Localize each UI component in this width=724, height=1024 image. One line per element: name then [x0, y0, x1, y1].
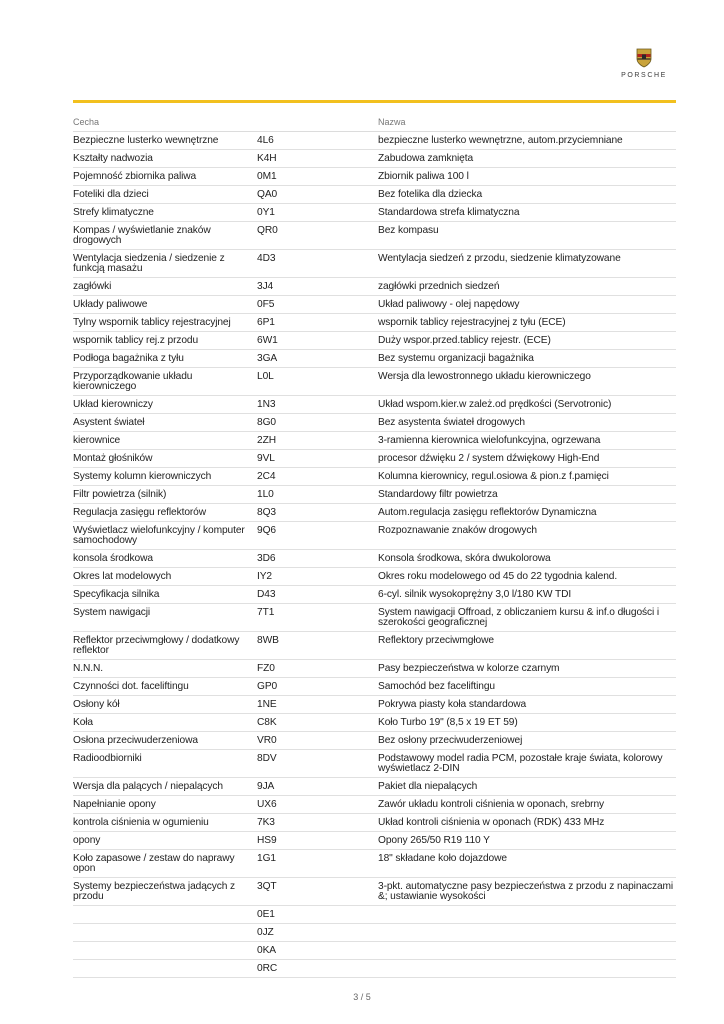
table-row — [73, 150, 676, 168]
table-row — [73, 396, 676, 414]
feature-cell: kontrola ciśnienia w ogumieniu — [73, 817, 209, 828]
table-row — [73, 332, 676, 350]
code-cell: K4H — [257, 153, 277, 164]
name-cell: Bez systemu organizacji bagażnika — [378, 353, 534, 364]
feature-cell: Kompas / wyświetlanie znaków drogowych — [73, 225, 211, 246]
code-cell: QR0 — [257, 225, 278, 236]
feature-cell: Systemy bezpieczeństwa jadących z przodu — [73, 881, 236, 902]
code-cell: 8G0 — [257, 417, 276, 428]
table-row — [73, 732, 676, 750]
code-cell: 1L0 — [257, 489, 274, 500]
code-cell: 3D6 — [257, 553, 276, 564]
feature-cell: wspornik tablicy rej.z przodu — [73, 335, 199, 346]
name-cell: Pokrywa piasty koła standardowa — [378, 699, 527, 710]
name-cell: 3-pkt. automatyczne pasy bezpieczeństwa z przodu z napinaczami &; ustawianie wysokości — [378, 881, 674, 902]
code-cell: 9VL — [257, 453, 275, 464]
name-cell: 18" składane koło dojazdowe — [378, 853, 507, 864]
header-rule — [73, 100, 676, 103]
name-cell: Układ paliwowy - olej napędowy — [378, 299, 520, 310]
feature-cell: Systemy kolumn kierowniczych — [73, 471, 212, 482]
table-row — [73, 906, 676, 924]
table-row — [73, 678, 676, 696]
name-cell: Bez kompasu — [378, 225, 439, 236]
name-cell: Wersja dla lewostronnego układu kierowniczego — [378, 371, 591, 382]
name-cell: Bez asystenta świateł drogowych — [378, 417, 525, 428]
name-cell: 6-cyl. silnik wysokoprężny 3,0 l/180 KW TDI — [378, 589, 572, 600]
code-cell: 3QT — [257, 881, 277, 892]
feature-cell: Wyświetlacz wielofunkcyjny / komputer samochodowy — [73, 525, 245, 546]
feature-cell: Układ kierowniczy — [73, 399, 153, 410]
feature-cell: Osłona przeciwuderzeniowa — [73, 735, 198, 746]
table-row — [73, 222, 676, 250]
code-cell: 7T1 — [257, 607, 275, 618]
feature-cell: N.N.N. — [73, 663, 103, 674]
feature-cell: konsola środkowa — [73, 553, 153, 564]
header-name: Nazwa — [378, 117, 406, 127]
feature-cell: Regulacja zasięgu reflektorów — [73, 507, 207, 518]
table-row — [73, 250, 676, 278]
name-cell: Koło Turbo 19" (8,5 x 19 ET 59) — [378, 717, 518, 728]
code-cell: 8WB — [257, 635, 279, 646]
name-cell: Układ kontroli ciśnienia w oponach (RDK) 433 MHz — [378, 817, 605, 828]
name-cell: Reflektory przeciwmgłowe — [378, 635, 494, 646]
feature-cell: Bezpieczne lusterko wewnętrzne — [73, 135, 219, 146]
code-cell: GP0 — [257, 681, 278, 692]
feature-cell: Filtr powietrza (silnik) — [73, 489, 167, 500]
feature-cell: Wersja dla palących / niepalących — [73, 781, 223, 792]
code-cell: 3GA — [257, 353, 278, 364]
table-row — [73, 522, 676, 550]
table-row — [73, 696, 676, 714]
name-cell: Wentylacja siedzeń z przodu, siedzenie klimatyzowane — [378, 253, 621, 264]
name-cell: Standardowa strefa klimatyczna — [378, 207, 520, 218]
table-row — [73, 368, 676, 396]
name-cell: Okres roku modelowego od 45 do 22 tygodnia kalend. — [378, 571, 618, 582]
table-row — [73, 296, 676, 314]
name-cell: Pasy bezpieczeństwa w kolorze czarnym — [378, 663, 560, 674]
feature-cell: Podłoga bagażnika z tyłu — [73, 353, 184, 364]
code-cell: 4D3 — [257, 253, 276, 264]
feature-cell: kierownice — [73, 435, 121, 446]
code-cell: 2ZH — [257, 435, 276, 446]
name-cell: Układ wspom.kier.w zależ.od prędkości (Servotronic) — [378, 399, 612, 410]
feature-cell: Reflektor przeciwmgłowy / dodatkowy reflektor — [73, 635, 240, 656]
table-row — [73, 632, 676, 660]
name-cell: bezpieczne lusterko wewnętrzne, autom.przyciemniane — [378, 135, 623, 146]
name-cell: Autom.regulacja zasięgu reflektorów Dynamiczna — [378, 507, 597, 518]
table-row — [73, 486, 676, 504]
feature-cell: System nawigacji — [73, 607, 151, 618]
table-row — [73, 204, 676, 222]
code-cell: 0F5 — [257, 299, 275, 310]
feature-cell: Okres lat modelowych — [73, 571, 172, 582]
code-cell: 8DV — [257, 753, 277, 764]
code-cell: 2C4 — [257, 471, 276, 482]
code-cell: C8K — [257, 717, 277, 728]
table-row — [73, 568, 676, 586]
name-cell: Konsola środkowa, skóra dwukolorowa — [378, 553, 551, 564]
code-cell: 4L6 — [257, 135, 274, 146]
porsche-logo — [612, 48, 676, 84]
feature-cell: Specyfikacja silnika — [73, 589, 160, 600]
feature-cell: Foteliki dla dzieci — [73, 189, 149, 200]
table-row — [73, 132, 676, 150]
brand-wordmark: PORSCHE — [621, 72, 667, 79]
table-row — [73, 714, 676, 732]
name-cell: Zabudowa zamknięta — [378, 153, 474, 164]
name-cell: Kolumna kierownicy, regul.osiowa & pion.z f.pamięci — [378, 471, 609, 482]
code-cell: 0M1 — [257, 171, 277, 182]
table-row — [73, 168, 676, 186]
header-feature: Cecha — [73, 117, 100, 127]
table-row — [73, 660, 676, 678]
feature-cell: Osłony kół — [73, 699, 120, 710]
name-cell: Opony 265/50 R19 110 Y — [378, 835, 490, 846]
code-cell: 1N3 — [257, 399, 276, 410]
name-cell: 3-ramienna kierownica wielofunkcyjna, ogrzewana — [378, 435, 601, 446]
code-cell: 3J4 — [257, 281, 274, 292]
table-row — [73, 832, 676, 850]
table-row — [73, 942, 676, 960]
code-cell: IY2 — [257, 571, 272, 582]
code-cell: 0Y1 — [257, 207, 275, 218]
table-row — [73, 796, 676, 814]
table-row — [73, 586, 676, 604]
feature-cell: opony — [73, 835, 101, 846]
table-row — [73, 468, 676, 486]
code-cell: 9JA — [257, 781, 275, 792]
code-cell: QA0 — [257, 189, 278, 200]
table-row — [73, 778, 676, 796]
name-cell: Rozpoznawanie znaków drogowych — [378, 525, 537, 536]
table-row — [73, 432, 676, 450]
table-row — [73, 278, 676, 296]
table-row — [73, 186, 676, 204]
feature-cell: Układy paliwowe — [73, 299, 148, 310]
table-row — [73, 924, 676, 942]
feature-cell: Montaż głośników — [73, 453, 153, 464]
code-cell: L0L — [257, 371, 274, 382]
table-row — [73, 504, 676, 522]
feature-cell: Koła — [73, 717, 93, 728]
feature-cell: Radioodbiorniki — [73, 753, 142, 764]
code-cell: 6P1 — [257, 317, 275, 328]
name-cell: System nawigacji Offroad, z obliczaniem kursu & inf.o długości i szerokości geograficznej — [378, 607, 660, 628]
name-cell: Standardowy filtr powietrza — [378, 489, 498, 500]
porsche-crest-icon — [636, 48, 652, 68]
name-cell: Zawór układu kontroli ciśnienia w oponach, srebrny — [378, 799, 605, 810]
name-cell: Podstawowy model radia PCM, pozostałe kraje świata, kolorowy wyświetlacz 2-DIN — [378, 753, 663, 774]
name-cell: Duży wspor.przed.tablicy rejestr. (ECE) — [378, 335, 551, 346]
code-cell: 6W1 — [257, 335, 278, 346]
name-cell: Bez fotelika dla dziecka — [378, 189, 483, 200]
table-row — [73, 450, 676, 468]
feature-cell: Wentylacja siedzenia / siedzenie z funkcją masażu — [73, 253, 225, 274]
code-cell: 9Q6 — [257, 525, 276, 536]
table-row — [73, 814, 676, 832]
features-table — [73, 113, 676, 978]
code-cell: 7K3 — [257, 817, 275, 828]
feature-cell: zagłówki — [73, 281, 112, 292]
feature-cell: Czynności dot. faceliftingu — [73, 681, 189, 692]
table-row — [73, 750, 676, 778]
code-cell: 0E1 — [257, 909, 275, 920]
name-cell: Samochód bez faceliftingu — [378, 681, 495, 692]
table-row — [73, 604, 676, 632]
code-cell: D43 — [257, 589, 276, 600]
code-cell: 0KA — [257, 945, 276, 956]
code-cell: FZ0 — [257, 663, 275, 674]
code-cell: 1G1 — [257, 853, 276, 864]
name-cell: Pakiet dla niepalących — [378, 781, 478, 792]
feature-cell: Strefy klimatyczne — [73, 207, 154, 218]
name-cell: procesor dźwięku 2 / system dźwiękowy High-End — [378, 453, 600, 464]
table-row — [73, 550, 676, 568]
table-row — [73, 960, 676, 978]
code-cell: 1NE — [257, 699, 277, 710]
table-header — [73, 113, 676, 132]
name-cell: zagłówki przednich siedzeń — [378, 281, 500, 292]
code-cell: UX6 — [257, 799, 277, 810]
table-row — [73, 350, 676, 368]
table-row — [73, 850, 676, 878]
page-number: 3 / 5 — [353, 992, 371, 1002]
feature-cell: Kształty nadwozia — [73, 153, 153, 164]
code-cell: 8Q3 — [257, 507, 276, 518]
code-cell: 0RC — [257, 963, 278, 974]
table-row — [73, 314, 676, 332]
code-cell: VR0 — [257, 735, 277, 746]
feature-cell: Tylny wspornik tablicy rejestracyjnej — [73, 317, 231, 328]
code-cell: 0JZ — [257, 927, 274, 938]
feature-cell: Koło zapasowe / zestaw do naprawy opon — [73, 853, 235, 874]
feature-cell: Pojemność zbiornika paliwa — [73, 171, 197, 182]
feature-cell: Napełnianie opony — [73, 799, 156, 810]
table-row — [73, 414, 676, 432]
table-body — [73, 132, 676, 978]
name-cell: wspornik tablicy rejestracyjnej z tyłu (ECE) — [378, 317, 566, 328]
feature-cell: Asystent świateł — [73, 417, 145, 428]
name-cell: Zbiornik paliwa 100 l — [378, 171, 469, 182]
name-cell: Bez osłony przeciwuderzeniowej — [378, 735, 523, 746]
feature-cell: Przyporządkowanie układu kierowniczego — [73, 371, 193, 392]
table-row — [73, 878, 676, 906]
code-cell: HS9 — [257, 835, 277, 846]
